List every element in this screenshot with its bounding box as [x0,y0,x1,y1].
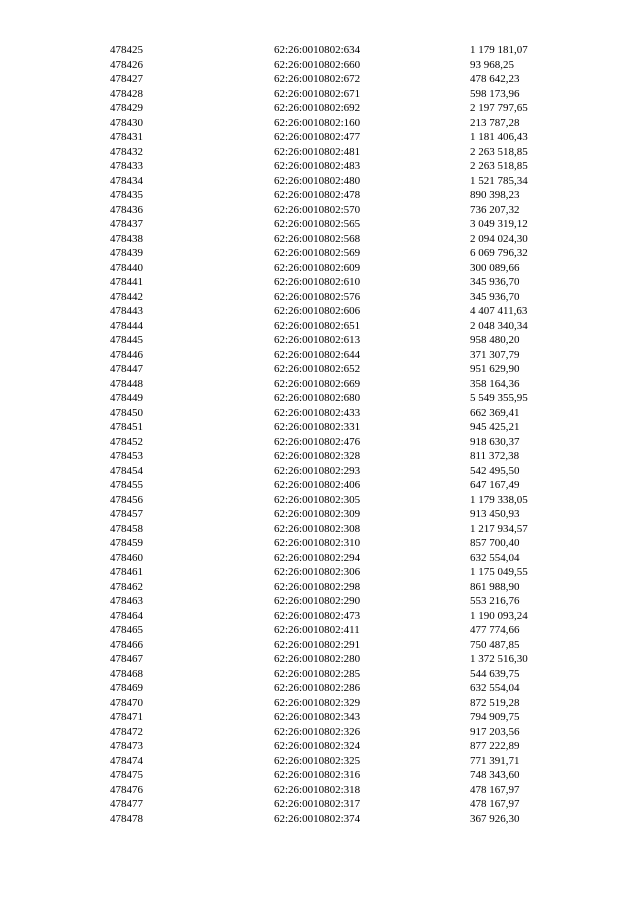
row-number-cell: 478430 [110,116,143,129]
row-number-cell: 478469 [110,682,143,694]
row-number-cell: 478468 [110,667,143,680]
cadastral-number-cell: 62:26:0010802:328 [274,450,361,462]
table-row [110,391,550,406]
table-row [110,101,550,116]
table-row [110,797,550,812]
cadastral-number-cell: 62:26:0010802:374 [274,812,361,825]
cadastral-number-cell: 62:26:0010802:671 [274,87,361,100]
cadastral-number-cell: 62:26:0010802:634 [274,44,361,56]
cadastral-number-cell: 62:26:0010802:298 [274,580,361,593]
cadastral-value-cell: 890 398,23 [470,189,520,201]
table-row [110,551,550,566]
table-row [110,348,550,363]
row-number-cell: 478455 [110,479,143,491]
table-row [110,681,550,696]
row-number-cell: 478457 [110,508,143,520]
row-number-cell: 478470 [110,696,143,709]
table-row [110,333,550,348]
row-number-cell: 478429 [110,102,143,114]
cadastral-value-cell: 345 936,70 [470,290,520,303]
cadastral-value-cell: 1 190 093,24 [470,609,528,622]
table-row [110,232,550,247]
table-row [110,623,550,638]
table-row [110,522,550,537]
cadastral-value-cell: 345 936,70 [470,276,520,288]
cadastral-value-cell: 647 167,49 [470,479,520,491]
cadastral-value-cell: 748 343,60 [470,769,520,781]
row-number-cell: 478433 [110,160,143,172]
cadastral-number-cell: 62:26:0010802:483 [274,160,361,172]
cadastral-value-cell: 857 700,40 [470,537,520,549]
cadastral-value-cell: 917 203,56 [470,725,520,738]
cadastral-value-cell: 544 639,75 [470,667,520,680]
cadastral-value-cell: 3 049 319,12 [470,218,528,230]
table-row [110,507,550,522]
cadastral-value-cell: 367 926,30 [470,812,520,825]
cadastral-value-cell: 750 487,85 [470,638,520,651]
row-number-cell: 478460 [110,551,143,564]
cadastral-value-cell: 5 549 355,95 [470,392,528,404]
cadastral-value-cell: 93 968,25 [470,58,514,71]
cadastral-value-cell: 371 307,79 [470,348,520,361]
cadastral-value-cell: 861 988,90 [470,580,520,593]
cadastral-value-cell: 6 069 796,32 [470,247,528,259]
table-row [110,783,550,798]
cadastral-number-cell: 62:26:0010802:609 [274,261,361,274]
cadastral-number-cell: 62:26:0010802:477 [274,131,361,143]
cadastral-number-cell: 62:26:0010802:680 [274,392,361,404]
table-row [110,696,550,711]
cadastral-number-cell: 62:26:0010802:316 [274,769,361,781]
cadastral-value-cell: 811 372,38 [470,450,520,462]
cadastral-value-cell: 300 089,66 [470,261,520,274]
row-number-cell: 478459 [110,537,143,549]
row-number-cell: 478440 [110,261,143,274]
cadastral-number-cell: 62:26:0010802:644 [274,348,361,361]
cadastral-value-cell: 2 197 797,65 [470,102,528,114]
row-number-cell: 478447 [110,363,143,375]
cadastral-number-cell: 62:26:0010802:481 [274,145,361,158]
cadastral-number-cell: 62:26:0010802:325 [274,754,361,767]
cadastral-value-cell: 2 263 518,85 [470,160,528,172]
cadastral-number-cell: 62:26:0010802:576 [274,290,361,303]
table-row [110,304,550,319]
row-number-cell: 478467 [110,653,143,665]
table-row [110,72,550,87]
row-number-cell: 478427 [110,73,143,85]
cadastral-number-cell: 62:26:0010802:570 [274,203,361,216]
cadastral-number-cell: 62:26:0010802:329 [274,696,361,709]
cadastral-number-cell: 62:26:0010802:305 [274,493,361,506]
row-number-cell: 478448 [110,377,143,390]
cadastral-number-cell: 62:26:0010802:660 [274,58,361,71]
row-number-cell: 478435 [110,189,143,201]
table-row [110,420,550,435]
cadastral-value-cell: 598 173,96 [470,87,520,100]
row-number-cell: 478443 [110,305,143,317]
table-row [110,768,550,783]
row-number-cell: 478461 [110,566,143,578]
table-row [110,145,550,160]
cadastral-value-cell: 477 774,66 [470,624,520,636]
row-number-cell: 478450 [110,406,143,419]
table-row [110,406,550,421]
cadastral-value-cell: 2 094 024,30 [470,232,528,245]
cadastral-value-cell: 771 391,71 [470,754,520,767]
row-number-cell: 478478 [110,812,143,825]
table-row [110,638,550,653]
cadastral-value-cell: 478 167,97 [470,783,520,796]
cadastral-value-cell: 542 495,50 [470,464,520,477]
table-row [110,58,550,73]
table-row [110,725,550,740]
cadastral-value-cell: 1 521 785,34 [470,174,528,187]
table-row [110,652,550,667]
cadastral-number-cell: 62:26:0010802:606 [274,305,361,317]
table-row [110,565,550,580]
cadastral-value-cell: 877 222,89 [470,740,520,752]
cadastral-number-cell: 62:26:0010802:160 [274,116,361,129]
row-number-cell: 478444 [110,319,143,332]
table-row [110,812,550,827]
row-number-cell: 478442 [110,290,143,303]
table-row [110,159,550,174]
cadastral-value-cell: 2 048 340,34 [470,319,528,332]
row-number-cell: 478454 [110,464,143,477]
cadastral-value-cell: 872 519,28 [470,696,520,709]
table-row [110,449,550,464]
table-row [110,493,550,508]
cadastral-value-cell: 945 425,21 [470,421,520,433]
cadastral-number-cell: 62:26:0010802:280 [274,653,361,665]
cadastral-value-cell: 736 207,32 [470,203,520,216]
table-row [110,594,550,609]
cadastral-value-cell: 4 407 411,63 [470,305,528,317]
cadastral-value-cell: 478 642,23 [470,73,520,85]
row-number-cell: 478473 [110,740,143,752]
table-row [110,580,550,595]
table-row [110,188,550,203]
cadastral-value-cell: 662 369,41 [470,406,520,419]
cadastral-number-cell: 62:26:0010802:610 [274,276,361,288]
row-number-cell: 478452 [110,435,143,448]
table-row [110,246,550,261]
cadastral-value-cell: 794 909,75 [470,711,520,723]
cadastral-number-cell: 62:26:0010802:406 [274,479,361,491]
row-number-cell: 478466 [110,638,143,651]
cadastral-number-cell: 62:26:0010802:285 [274,667,361,680]
cadastral-value-cell: 1 181 406,43 [470,131,528,143]
cadastral-number-cell: 62:26:0010802:324 [274,740,361,752]
cadastral-number-cell: 62:26:0010802:613 [274,334,361,346]
row-number-cell: 478439 [110,247,143,259]
table-row [110,87,550,102]
table-row [110,435,550,450]
table-row [110,275,550,290]
cadastral-number-cell: 62:26:0010802:308 [274,522,361,535]
cadastral-value-cell: 1 175 049,55 [470,566,528,578]
table-row [110,667,550,682]
cadastral-number-cell: 62:26:0010802:318 [274,783,361,796]
cadastral-value-cell: 358 164,36 [470,377,520,390]
cadastral-number-cell: 62:26:0010802:411 [274,624,360,636]
cadastral-number-cell: 62:26:0010802:286 [274,682,361,694]
cadastral-number-cell: 62:26:0010802:480 [274,174,361,187]
table-row [110,290,550,305]
row-number-cell: 478456 [110,493,143,506]
table-row [110,464,550,479]
row-number-cell: 478474 [110,754,143,767]
table-body [110,43,550,826]
table-row [110,174,550,189]
table-row [110,478,550,493]
table-row [110,217,550,232]
table-row [110,710,550,725]
cadastral-number-cell: 62:26:0010802:343 [274,711,361,723]
cadastral-number-cell: 62:26:0010802:473 [274,609,361,622]
cadastral-number-cell: 62:26:0010802:433 [274,406,361,419]
cadastral-number-cell: 62:26:0010802:652 [274,363,361,375]
cadastral-number-cell: 62:26:0010802:478 [274,189,361,201]
table-row [110,754,550,769]
table-row [110,609,550,624]
row-number-cell: 478465 [110,624,143,636]
row-number-cell: 478446 [110,348,143,361]
cadastral-number-cell: 62:26:0010802:326 [274,725,361,738]
table-row [110,377,550,392]
row-number-cell: 478471 [110,711,143,723]
row-number-cell: 478441 [110,276,143,288]
cadastral-number-cell: 62:26:0010802:306 [274,566,361,578]
row-number-cell: 478451 [110,421,143,433]
cadastral-number-cell: 62:26:0010802:317 [274,798,361,810]
table-row [110,319,550,334]
row-number-cell: 478458 [110,522,143,535]
cadastral-value-table [110,43,550,826]
cadastral-value-cell: 632 554,04 [470,682,520,694]
cadastral-number-cell: 62:26:0010802:309 [274,508,361,520]
row-number-cell: 478438 [110,232,143,245]
row-number-cell: 478432 [110,145,143,158]
table-row [110,116,550,131]
table-row [110,130,550,145]
cadastral-number-cell: 62:26:0010802:310 [274,537,361,549]
row-number-cell: 478445 [110,334,143,346]
cadastral-value-cell: 553 216,76 [470,595,520,607]
cadastral-value-cell: 632 554,04 [470,551,520,564]
row-number-cell: 478426 [110,58,143,71]
row-number-cell: 478462 [110,580,143,593]
row-number-cell: 478476 [110,783,143,796]
cadastral-number-cell: 62:26:0010802:293 [274,464,361,477]
cadastral-number-cell: 62:26:0010802:568 [274,232,361,245]
cadastral-value-cell: 213 787,28 [470,116,520,129]
row-number-cell: 478472 [110,725,143,738]
row-number-cell: 478477 [110,798,143,810]
cadastral-number-cell: 62:26:0010802:331 [274,421,361,433]
table-row [110,362,550,377]
cadastral-number-cell: 62:26:0010802:294 [274,551,361,564]
cadastral-value-cell: 1 179 181,07 [470,44,528,56]
table-row [110,261,550,276]
cadastral-number-cell: 62:26:0010802:669 [274,377,361,390]
row-number-cell: 478463 [110,595,143,607]
cadastral-value-cell: 478 167,97 [470,798,520,810]
cadastral-number-cell: 62:26:0010802:569 [274,247,361,259]
cadastral-number-cell: 62:26:0010802:290 [274,595,361,607]
row-number-cell: 478437 [110,218,143,230]
row-number-cell: 478436 [110,203,143,216]
row-number-cell: 478453 [110,450,143,462]
cadastral-number-cell: 62:26:0010802:692 [274,102,361,114]
table-row [110,203,550,218]
table-row [110,536,550,551]
row-number-cell: 478434 [110,174,143,187]
cadastral-number-cell: 62:26:0010802:476 [274,435,361,448]
cadastral-number-cell: 62:26:0010802:291 [274,638,361,651]
table-row [110,739,550,754]
cadastral-value-cell: 951 629,90 [470,363,520,375]
cadastral-number-cell: 62:26:0010802:565 [274,218,361,230]
cadastral-number-cell: 62:26:0010802:672 [274,73,361,85]
row-number-cell: 478475 [110,769,143,781]
cadastral-value-cell: 1 372 516,30 [470,653,528,665]
row-number-cell: 478425 [110,44,143,56]
row-number-cell: 478449 [110,392,143,404]
row-number-cell: 478431 [110,131,143,143]
row-number-cell: 478428 [110,87,143,100]
cadastral-value-cell: 918 630,37 [470,435,520,448]
cadastral-number-cell: 62:26:0010802:651 [274,319,361,332]
row-number-cell: 478464 [110,609,143,622]
cadastral-value-cell: 958 480,20 [470,334,520,346]
table-row [110,43,550,58]
cadastral-value-cell: 913 450,93 [470,508,520,520]
cadastral-value-cell: 1 217 934,57 [470,522,528,535]
cadastral-value-cell: 2 263 518,85 [470,145,528,158]
cadastral-value-cell: 1 179 338,05 [470,493,528,506]
